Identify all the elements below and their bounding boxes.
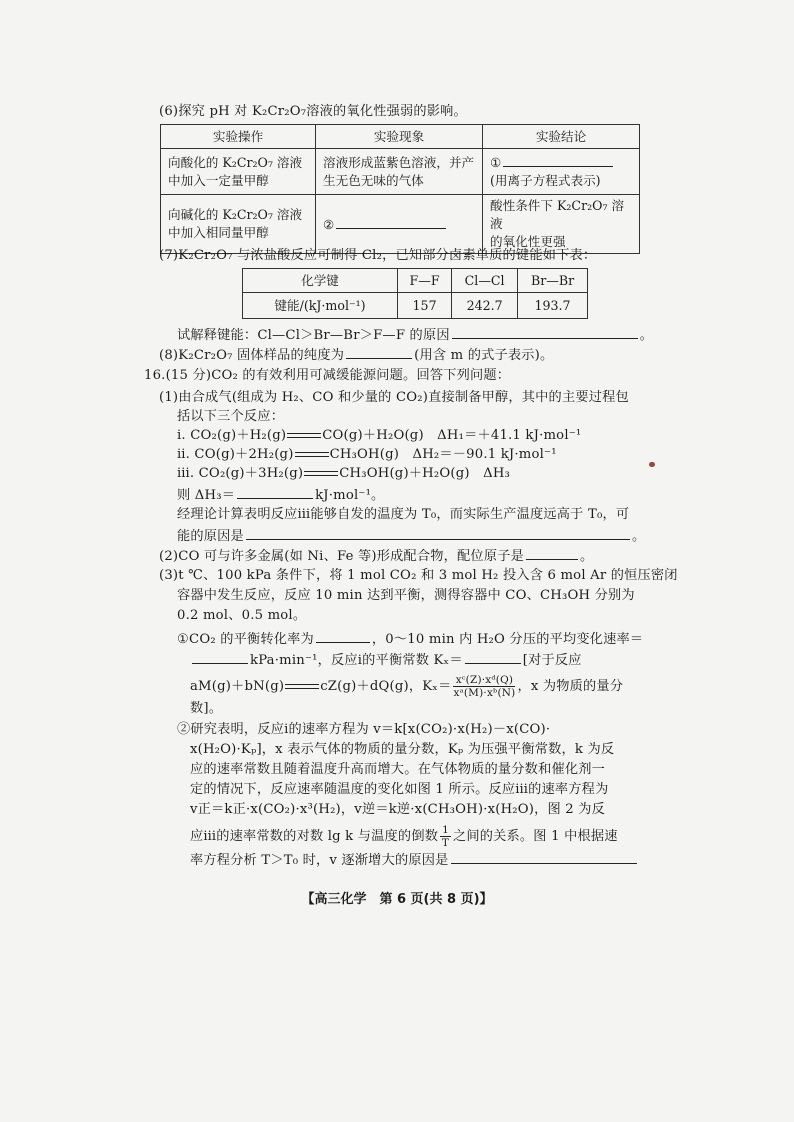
q7-header-clcl: Cl—Cl xyxy=(452,269,518,293)
reaction-3: ⅲ. CO₂(g)＋3H₂(g) CH₃OH(g)＋H₂O(g) ΔH₃ xyxy=(177,466,511,481)
q7-value-brbr: 193.7 xyxy=(518,293,588,319)
q7-value-ff: 157 xyxy=(398,293,452,319)
q7-table xyxy=(242,268,588,319)
q16-p3-line2: 容器中发生反应，反应 10 min 达到平衡，测得容器中 CO、CH₃OH 分别为 xyxy=(177,588,635,603)
q7-title: (7)K₂Cr₂O₇ 与浓盐酸反应可制得 Cl₂，已知部分卤素单质的键能如下表： xyxy=(159,248,597,263)
sub1-line3: aM(g)＋bN(g) cZ(g)＋dQ(g)，Kₓ＝ $\frac{\text{xᶜ(Z)·xᵈ(Q)}}{\text{xᵃ(M)·xᵇ(N)}}$ ，x 为物质的量分 xyxy=(190,674,624,699)
sub2-line4: 定的情况下，反应速率随温度的变化如图 1 所示。反应ⅲ的速率方程为 xyxy=(190,782,609,797)
dh3-line: 则 ΔH₃＝ kJ·mol⁻¹。 xyxy=(177,485,384,505)
q7-explain: 试解释键能：Cl—Cl＞Br—Br＞F—F 的原因 。 xyxy=(177,325,653,345)
q6-header-con: 实验结论 xyxy=(483,125,640,149)
sub2-line6: 应ⅲ的速率常数的对数 lg k 与温度的倒数 $\frac{1}{T}$ 之间的关系。图 1 中根据速 xyxy=(190,824,618,849)
sub1-line1: ①CO₂ 的平衡转化率为 ，0～10 min 内 H₂O 分压的平均变化速率＝ xyxy=(177,629,643,649)
q6-header-phen: 实验现象 xyxy=(316,125,483,149)
sub2-line3: 应的速率常数且随着温度升高而增大。在气体物质的量分数和催化剂一 xyxy=(190,762,606,777)
sub2-line7: 率方程分析 T＞T₀ 时，v 逐渐增大的原因是 xyxy=(190,850,639,870)
q6-table xyxy=(160,124,640,254)
q6-r1-con: ① (用离子方程式表示) xyxy=(483,149,640,195)
answer-blank[interactable] xyxy=(452,325,638,339)
sub1-line4: 数]。 xyxy=(190,701,223,716)
equilibrium-arrow-icon xyxy=(304,470,338,478)
q6-r2-phen: ② xyxy=(316,195,483,254)
q6-r1-op: 向酸化的 K₂Cr₂O₇ 溶液 中加入一定量甲醇 xyxy=(161,149,316,195)
q6-r2-con: 酸性条件下 K₂Cr₂O₇ 溶液 的氧化性更强 xyxy=(483,195,640,254)
answer-blank[interactable] xyxy=(451,850,637,864)
sub2-line1: ②研究表明，反应ⅰ的速率方程为 v＝k[x(CO₂)·x(H₂)－x(CO)· xyxy=(177,722,551,737)
q7-header-bond: 化学键 xyxy=(243,269,398,293)
q8-line: (8)K₂Cr₂O₇ 固体样品的纯度为 (用含 m 的式子表示)。 xyxy=(159,345,553,365)
q7-value-clcl: 242.7 xyxy=(452,293,518,319)
q6-title: (6)探究 pH 对 K₂Cr₂O₇溶液的氧化性强弱的影响。 xyxy=(159,104,467,119)
q16-p2: (2)CO 可与许多金属(如 Ni、Fe 等)形成配合物，配位原子是 。 xyxy=(159,546,593,566)
equilibrium-arrow-icon xyxy=(295,451,329,459)
q16-p1-line2: 括以下三个反应： xyxy=(177,409,285,424)
sub1-line2: kPa·min⁻¹，反应ⅰ的平衡常数 Kₓ＝ [对于反应 xyxy=(190,650,582,670)
answer-blank[interactable] xyxy=(346,345,412,359)
q6-header-op: 实验操作 xyxy=(161,125,316,149)
answer-blank[interactable] xyxy=(192,650,248,664)
q7-header-ff: F—F xyxy=(398,269,452,293)
answer-blank[interactable] xyxy=(246,526,630,540)
q7-header-brbr: Br—Br xyxy=(518,269,588,293)
equilibrium-arrow-icon xyxy=(287,432,321,440)
t0-line2: 能的原因是 。 xyxy=(177,526,645,546)
sub2-line2: x(H₂O)·Kₚ]，x 表示气体的物质的量分数，Kₚ 为压强平衡常数，k 为反 xyxy=(190,742,615,757)
ink-dot xyxy=(649,462,655,467)
reaction-1: ⅰ. CO₂(g)＋H₂(g) CO(g)＋H₂O(g) ΔH₁＝＋41.1 kJ·mol⁻¹ xyxy=(177,428,582,443)
q6-r2-op: 向碱化的 K₂Cr₂O₇ 溶液 中加入相同量甲醇 xyxy=(161,195,316,254)
q16-p1-line1: (1)由合成气(组成为 H₂、CO 和少量的 CO₂)直接制备甲醇，其中的主要过程包 xyxy=(159,390,629,405)
answer-blank[interactable] xyxy=(503,153,613,167)
q16-p3-line1: (3)t ℃、100 kPa 条件下，将 1 mol CO₂ 和 3 mol H₂ 投入含 6 mol Ar 的恒压密闭 xyxy=(159,568,678,583)
q6-r1-phen: 溶液形成蓝紫色溶液，并产 生无色无味的气体 xyxy=(316,149,483,195)
inverse-t-fraction: $\frac{1}{T}$ xyxy=(441,824,450,849)
q16-p3-line3: 0.2 mol、0.5 mol。 xyxy=(177,608,307,623)
reaction-2: ⅱ. CO(g)＋2H₂(g) CH₃OH(g) ΔH₂＝－90.1 kJ·mol⁻¹ xyxy=(177,447,557,462)
answer-blank[interactable] xyxy=(237,485,313,499)
q7-row-label: 键能/(kJ·mol⁻¹) xyxy=(243,293,398,319)
answer-blank[interactable] xyxy=(526,546,578,560)
t0-line1: 经理论计算表明反应ⅲ能够自发的温度为 T₀，而实际生产温度远高于 T₀，可 xyxy=(177,507,630,522)
answer-blank[interactable] xyxy=(316,629,370,643)
answer-blank[interactable] xyxy=(465,650,521,664)
kx-fraction: $\frac{\text{xᶜ(Z)·xᵈ(Q)}}{\text{xᵃ(M)·xᵇ(N)}}$ xyxy=(453,674,516,699)
answer-blank[interactable] xyxy=(336,215,446,229)
equilibrium-arrow-icon xyxy=(285,683,319,691)
sub2-line5: v正＝k正·x(CO₂)·x³(H₂)，v逆＝k逆·x(CH₃OH)·x(H₂O)，图 2 为反 xyxy=(190,802,606,817)
q16-intro: 16.(15 分)CO₂ 的有效利用可减缓能源问题。回答下列问题： xyxy=(144,368,511,383)
page-footer: 【高三化学 第 6 页(共 8 页)】 xyxy=(301,892,493,907)
